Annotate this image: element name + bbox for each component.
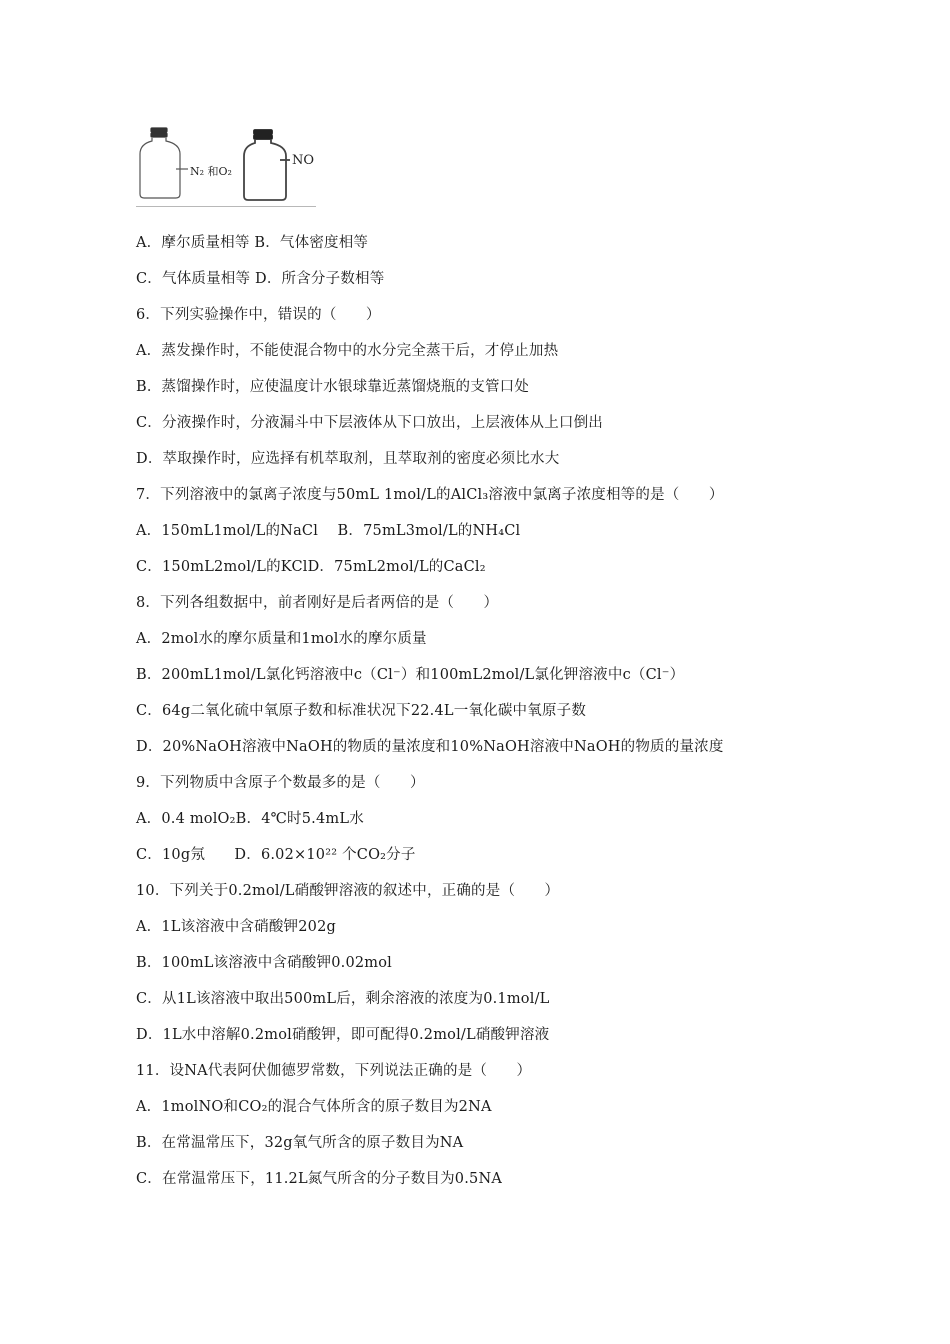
option-a: A．蒸发操作时，不能使混合物中的水分完全蒸干后，才停止加热 [136,343,559,359]
option-c: C．64g二氧化硫中氧原子数和标准状况下22.4L一氧化碳中氧原子数 [136,703,587,719]
option-c: C．在常温常压下，11.2L氮气所含的分子数目为0.5NA [136,1171,503,1187]
gas-bottles-figure [136,124,316,208]
option-ab: A．0.4 molO₂B．4℃时5.4mL水 [136,811,364,827]
option-a: A．1L该溶液中含硝酸钾202g [136,919,336,935]
question-9: 9．下列物质中含原子个数最多的是（ ） [136,775,425,791]
question-10: 10．下列关于0.2mol/L硝酸钾溶液的叙述中，正确的是（ ） [136,883,560,899]
option-b: B．在常温常压下，32g氧气所含的原子数目为NA [136,1135,464,1151]
option-c: C．分液操作时，分液漏斗中下层液体从下口放出，上层液体从上口倒出 [136,415,603,431]
question-text [136,230,916,1202]
text-line: C．气体质量相等 D．所含分子数相等 [136,271,385,287]
option-c: C．从1L该溶液中取出500mL后，剩余溶液的浓度为0.1mol/L [136,991,550,1007]
option-ab: A．150mL1mol/L的NaCl B．75mL3mol/L的NH₄Cl [136,523,521,539]
option-b: B．100mL该溶液中含硝酸钾0.02mol [136,955,393,971]
bottle-no [244,130,290,200]
option-cd: C．10g氖 D．6.02×10²² 个CO₂分子 [136,847,416,863]
option-a: A．1molNO和CO₂的混合气体所含的原子数目为2NA [136,1099,492,1115]
figure-underline [136,206,316,207]
question-11: 11．设NA代表阿伏伽德罗常数，下列说法正确的是（ ） [136,1063,532,1079]
option-d: D．20%NaOH溶液中NaOH的物质的量浓度和10%NaOH溶液中NaOH的物质的量浓度 [136,739,724,755]
option-a: A．2mol水的摩尔质量和1mol水的摩尔质量 [136,631,427,647]
question-8: 8．下列各组数据中，前者刚好是后者两倍的是（ ） [136,595,499,611]
text-line: A．摩尔质量相等 B．气体密度相等 [136,235,369,251]
question-6: 6．下列实验操作中，错误的（ ） [136,307,381,323]
option-d: D．萃取操作时，应选择有机萃取剂，且萃取剂的密度必须比水大 [136,451,560,467]
option-b: B．蒸馏操作时，应使温度计水银球靠近蒸馏烧瓶的支管口处 [136,379,530,395]
bottle1-label: N₂ 和O₂ [190,165,232,178]
bottle-n2-o2 [140,128,188,198]
option-cd: C．150mL2mol/L的KClD．75mL2mol/L的CaCl₂ [136,559,486,575]
bottle2-label: NO [292,153,315,168]
option-d: D．1L水中溶解0.2mol硝酸钾，即可配得0.2mol/L硝酸钾溶液 [136,1027,550,1043]
question-7: 7．下列溶液中的氯离子浓度与50mL 1mol/L的AlCl₃溶液中氯离子浓度相等的是（ ） [136,487,724,503]
option-b: B．200mL1mol/L氯化钙溶液中c（Cl⁻）和100mL2mol/L氯化钾溶液中c（Cl⁻） [136,667,685,683]
